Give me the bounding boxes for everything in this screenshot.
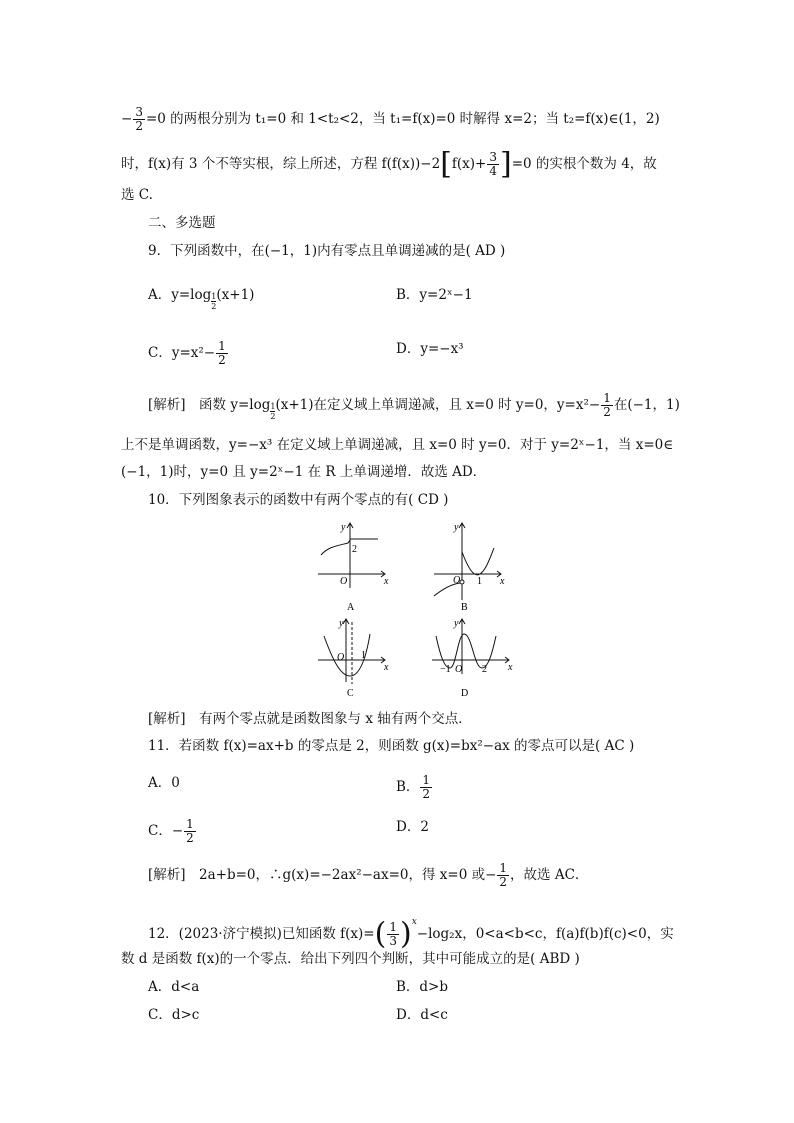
q9-option-c: C．y=x²− $\frac{1}{2}$	[148, 339, 226, 367]
q9-solution-line-1: [解析] 函数 y=log $\frac{1}{2}$ (x+1)在定义域上单调递减，且 x=0 时 y=0，y=x²− $\frac{1}{2}$ 在(−1，1)	[148, 391, 680, 421]
y-label: y	[341, 522, 346, 533]
tick-label: 1	[361, 650, 366, 661]
q12-stem-line-2: 数 d 是函数 f(x)的一个零点．给出下列四个判断，其中可能成立的是( ABD )	[121, 951, 580, 967]
caption-c: C	[347, 688, 354, 699]
q12-option-d: D．d<c	[396, 1007, 448, 1023]
q10-solution: [解析] 有两个零点就是函数图象与 x 轴有两个交点．	[148, 711, 472, 727]
y-label: y	[454, 618, 459, 629]
q11-stem: 11．若函数 f(x)=ax+b 的零点是 2，则函数 g(x)=bx²−ax 的零点可以是( AC )	[148, 738, 635, 754]
q12-option-b: B．d>b	[396, 979, 449, 995]
x-label: x	[384, 576, 389, 587]
q11-option-b: B． $\frac{1}{2}$	[396, 773, 431, 801]
q11-option-a: A．0	[148, 775, 180, 791]
section-title: 二、多选题	[148, 215, 216, 231]
graph-b	[428, 518, 510, 616]
intro-line-1: − $\frac{3}{2}$ =0 的两根分别为 t₁=0 和 1<t₂<2，当 t₁=f(x)=0 时解得 x=2；当 t₂=f(x)∈(1，2)	[121, 105, 660, 133]
graph-c	[312, 614, 394, 700]
intro-line-2: 时，f(x)有 3 个不等实根，综上所述，方程 f(f(x))−2[f(x)+ $\frac{3}{4}$ ]=0 的实根个数为 4，故	[121, 146, 657, 182]
wave	[436, 634, 496, 668]
q9-solution-line-3: (−1，1)时，y=0 且 y=2ˣ−1 在 R 上单调递增．故选 AD．	[121, 464, 487, 480]
q12-stem-line-1: 12．(2023·济宁模拟)已知函数 f(x)=( $\frac{1}{3}$ )$^x$−log₂x，0<a<b<c，f(a)f(b)f(c)<0，实	[148, 916, 674, 952]
y-label: y	[454, 522, 459, 533]
origin-label: O	[340, 576, 348, 587]
q10-stem: 10．下列图象表示的函数中有两个零点的有( CD )	[148, 492, 449, 508]
caption-d: D	[461, 688, 469, 699]
q11-option-d: D．2	[396, 819, 429, 835]
graph-d	[428, 614, 518, 700]
caption-b: B	[461, 602, 468, 613]
tick-label: 2	[352, 544, 357, 555]
origin-label: O	[337, 652, 345, 663]
x-label: x	[508, 662, 513, 673]
q9-option-a: A．y=log $\frac{1}{2}$ (x+1)	[148, 287, 255, 311]
y-label: y	[339, 618, 344, 629]
q9-stem: 9．下列函数中，在(−1，1)内有零点且单调递减的是( AD )	[148, 243, 506, 259]
fraction: $\frac{3}{2}$	[135, 105, 143, 133]
q9-solution-line-2: 上不是单调函数，y=−x³ 在定义域上单调递减，且 x=0 时 y=0．对于 y=2ˣ−1，当 x=0∈	[121, 437, 674, 453]
q12-option-c: C．d>c	[148, 1007, 200, 1023]
origin-label: O	[455, 664, 463, 675]
x-label: x	[384, 662, 389, 673]
intro-line-3: 选 C.	[121, 187, 153, 203]
fraction: $\frac{3}{4}$	[489, 150, 498, 178]
x-label: x	[500, 576, 505, 587]
q12-option-a: A．d<a	[148, 979, 200, 995]
q11-option-c: C．− $\frac{1}{2}$	[148, 817, 194, 845]
graph-a	[312, 518, 394, 616]
curve-left	[321, 540, 350, 555]
q9-option-d: D．y=−x³	[396, 341, 464, 357]
tick-label: 1	[477, 576, 482, 587]
origin-label: O	[453, 575, 461, 586]
tick-label: 2	[482, 664, 487, 675]
q11-solution: [解析] 2a+b=0，∴g(x)=−2ax²−ax=0，得 x=0 或− $\frac{1}{2}$ ，故选 AC．	[148, 861, 589, 889]
curve-right	[462, 548, 494, 575]
caption-a: A	[347, 602, 355, 613]
open-point	[460, 580, 464, 584]
q9-option-b: B．y=2ˣ−1	[396, 287, 473, 303]
tick-label-neg: −1	[440, 664, 451, 675]
